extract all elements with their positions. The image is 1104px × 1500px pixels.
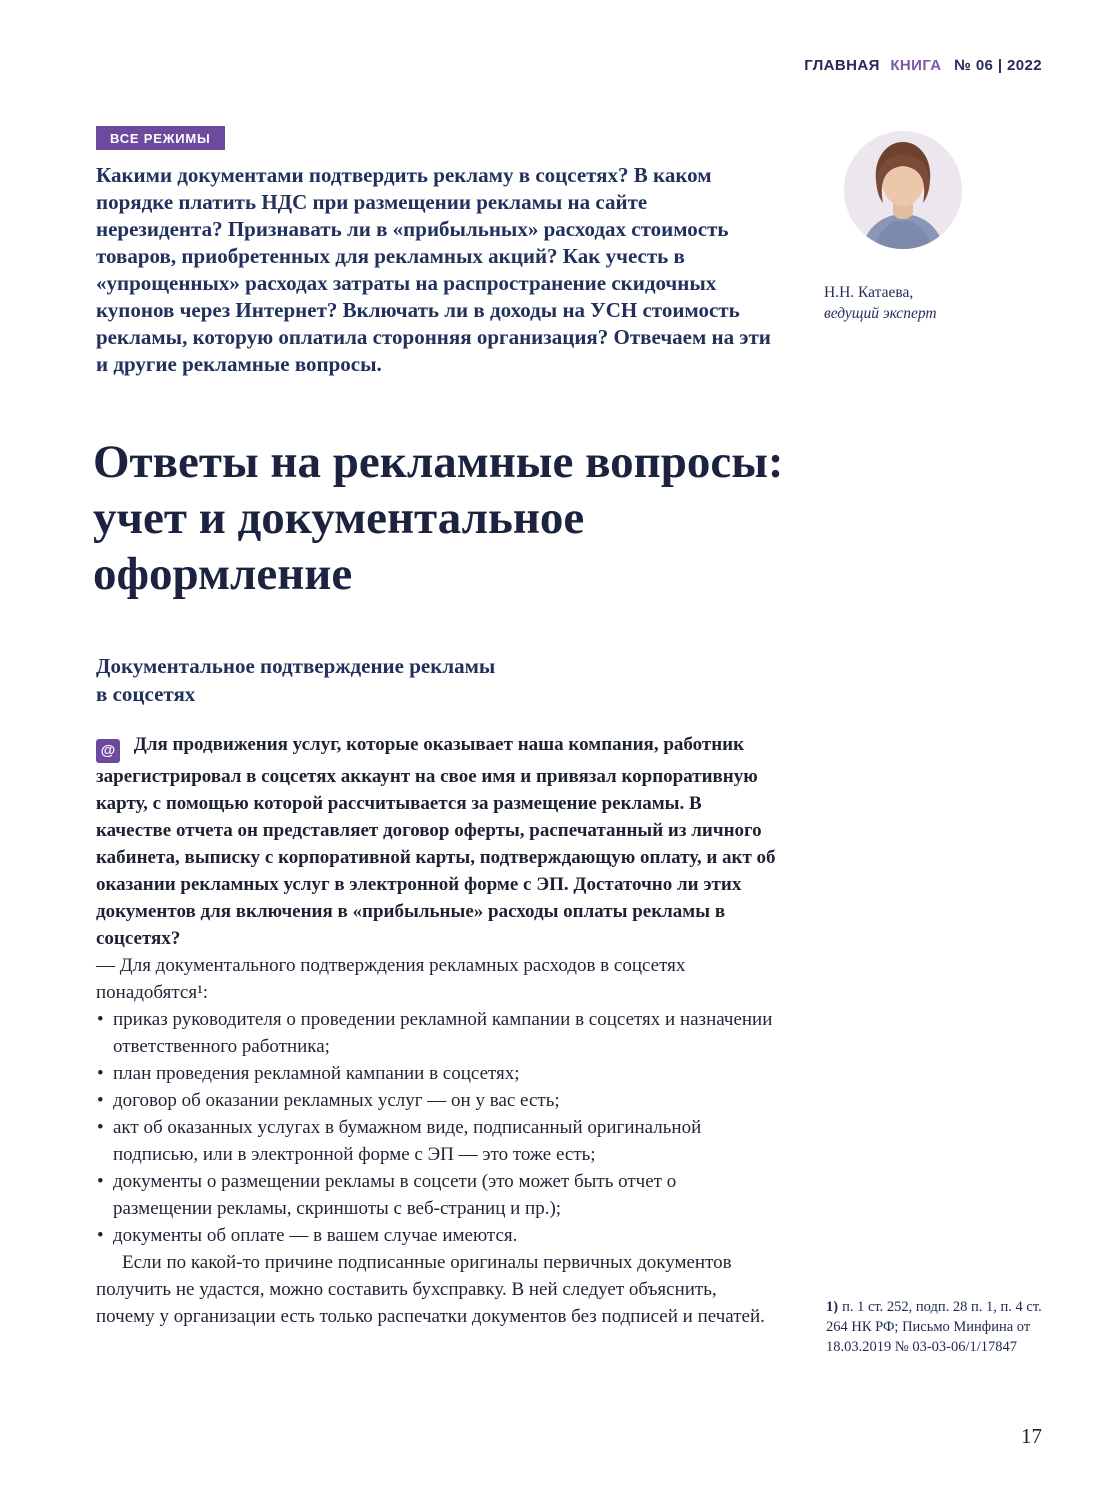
section-heading-line-1: Документальное подтверждение рекламы (96, 654, 496, 678)
answer-bullet-list (96, 1006, 780, 1249)
headline-line-3: оформление (93, 548, 353, 600)
list-item: • план проведения рекламной кампании в соцсетях; (96, 1060, 780, 1087)
list-item: • приказ руководителя о проведении рекламной кампании в соцсетях и назначении ответственного работника; (96, 1006, 780, 1060)
list-item: • договор об оказании рекламных услуг — он у вас есть; (96, 1087, 780, 1114)
question-text: Для продвижения услуг, которые оказывает наша компания, работник зарегистрировал в соцсетях аккаунт на свое имя и привязал корпоративную карту, с помощью которой рассчитывается за размещение рекламы. В качестве отчета он представляет договор оферты, распечатанный из личного кабинета, выписку с корпоративной карты, подтверждающую оплату, и акт об оказании рекламных услуг в электронной форме с ЭП. Достаточно ли этих документов для включения в «прибыльные» расходы оплаты рекламы в соцсетях? (96, 734, 776, 949)
issue-label: № 06 | 2022 (954, 57, 1042, 74)
brand-primary: ГЛАВНАЯ (804, 57, 880, 74)
regime-badge: ВСЕ РЕЖИМЫ (96, 126, 225, 150)
footnote-text: п. 1 ст. 252, подп. 28 п. 1, п. 4 ст. 264 НК РФ; Письмо Минфина от 18.03.2019 № 03-03-06/1/17847 (826, 1299, 1042, 1355)
answer-intro: — Для документального подтверждения рекламных расходов в соцсетях понадобятся¹: (96, 954, 686, 1003)
page-title (93, 434, 1033, 602)
section-heading (96, 652, 780, 708)
at-icon: @ (96, 739, 120, 763)
list-item: • акт об оказанных услугах в бумажном виде, подписанный оригинальной подписью, или в электронной форме с ЭП — это тоже есть; (96, 1114, 780, 1168)
margin-footnote (826, 1297, 1044, 1357)
author-role: ведущий эксперт (824, 305, 937, 322)
author-name: Н.Н. Катаева, (824, 284, 914, 301)
headline-line-1: Ответы на рекламные вопросы: (93, 436, 784, 488)
author-caption (824, 282, 1044, 324)
footnote-marker: 1) (826, 1299, 839, 1315)
question-paragraph (96, 731, 780, 952)
author-portrait-icon (844, 131, 962, 249)
list-item: • документы о размещении рекламы в соцсети (это может быть отчет о размещении рекламы, скриншоты с веб-страниц и пр.); (96, 1168, 780, 1222)
closing-paragraph: Если по какой-то причине подписанные оригиналы первичных документов получить не удастся, можно составить бухсправку. В ней следует объяснить, почему у организации есть только распечатки документов без подписей и печатей. (96, 1251, 765, 1327)
section-heading-line-2: в соцсетях (96, 682, 196, 706)
list-item: • документы об оплате — в вашем случае имеются. (96, 1222, 780, 1249)
lead-paragraph: Какими документами подтвердить рекламу в соцсетях? В каком порядке платить НДС при размещении рекламы на сайте нерезидента? Признавать ли в «прибыльных» расходах стоимость товаров, приобретенных для рекламных акций? Как учесть в «упрощенных» расходах затраты на распространение скидочных купонов через Интернет? Включать ли в доходы на УСН стоимость рекламы, которую оплатила сторонняя организация? Отвечаем на эти и другие рекламные вопросы. (96, 163, 771, 376)
author-photo (844, 131, 962, 249)
headline-line-2: учет и документальное (93, 492, 585, 544)
page-number: 17 (1021, 1424, 1042, 1448)
brand-secondary: КНИГА (890, 57, 942, 74)
main-column (96, 652, 780, 1330)
masthead (804, 57, 1042, 74)
